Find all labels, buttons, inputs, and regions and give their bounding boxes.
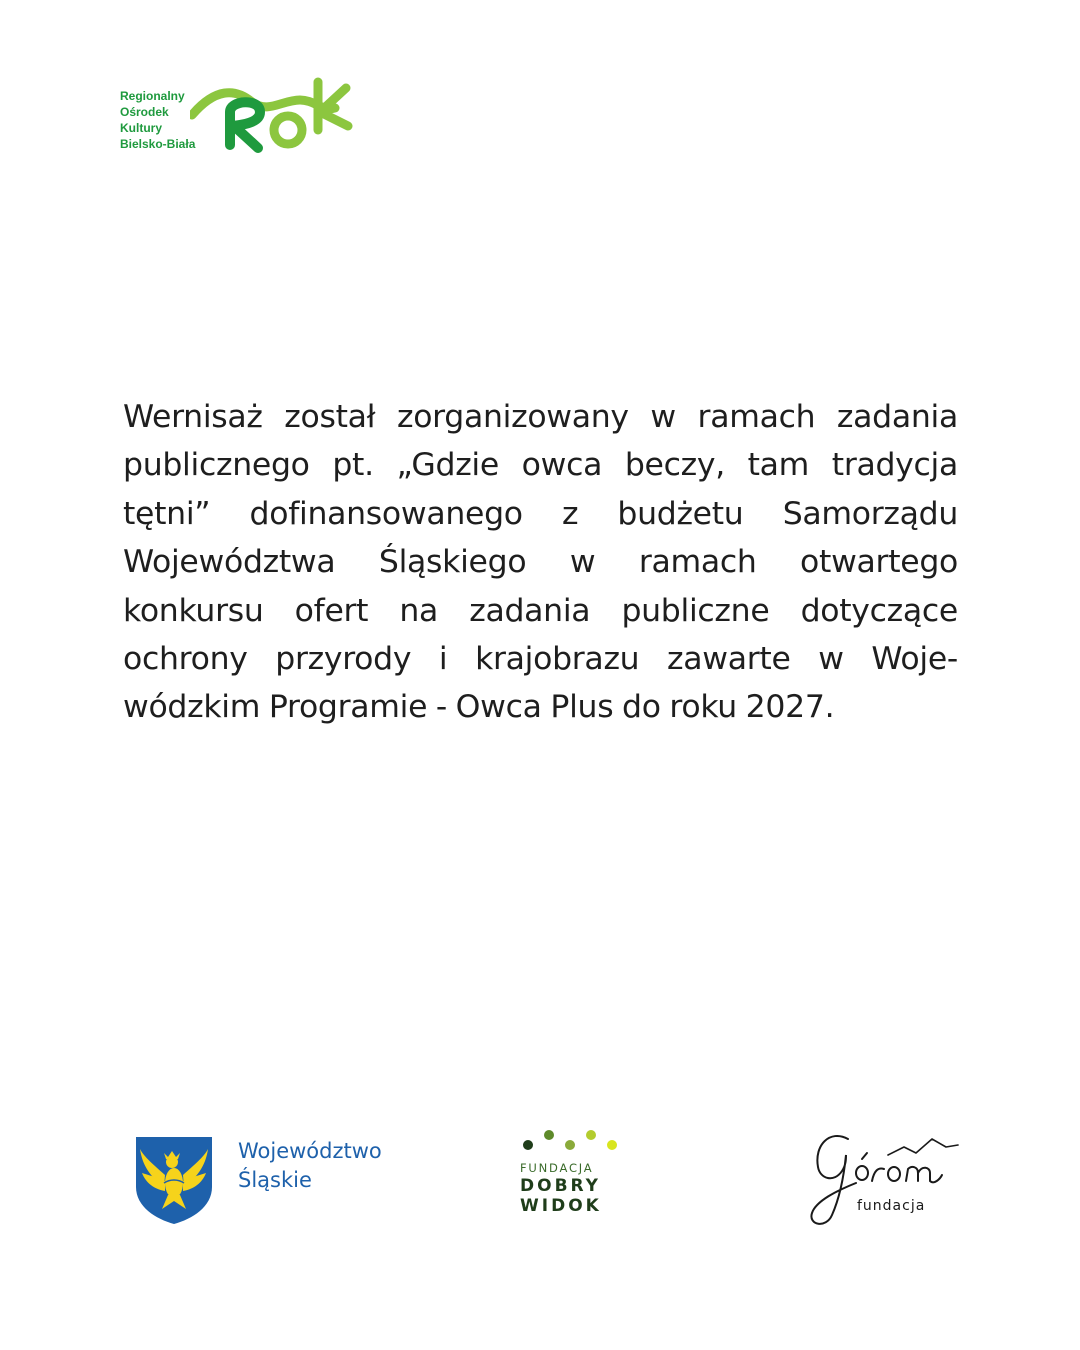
dobry-widok-line1: DOBRY <box>520 1176 601 1196</box>
rok-logo-line4: Bielsko-Biała <box>120 137 196 151</box>
rok-logo-line2: Ośrodek <box>120 105 169 119</box>
slaskie-line2: Śląskie <box>238 1168 312 1192</box>
rok-logo-mark <box>190 70 370 160</box>
gorom-signature-icon <box>800 1125 965 1235</box>
slaskie-words <box>238 1137 382 1195</box>
gorom-sub: fundacja <box>857 1198 926 1214</box>
rok-logo-line3: Kultury <box>120 121 162 135</box>
gorom-logo <box>800 1125 965 1235</box>
main-paragraph: Wernisaż został zorganizowany w ramach zadania publicznego pt. „Gdzie owca beczy, tam tradycja tętni” dofinansowanego z budżetu Samorządu Województwa Śląskiego w ramach otwartego konkursu ofert na zadania publiczne dotyczące ochrony przyrody i krajobrazu zawarte w Woje-wódzkim Programie - Owca Plus do roku 2027. <box>123 399 958 726</box>
dobry-widok-name <box>520 1176 602 1216</box>
dots-icon <box>518 1128 623 1156</box>
dobry-widok-line2: WIDOK <box>520 1196 602 1216</box>
eagle-crest-icon <box>134 1135 214 1225</box>
rok-logo-line1: Regionalny <box>120 89 185 103</box>
dobry-widok-small: FUNDACJA <box>520 1161 594 1175</box>
dobry-widok-logo <box>518 1128 628 1220</box>
slaskie-logo <box>134 1135 414 1227</box>
rok-logo <box>120 70 370 160</box>
rok-logo-words <box>120 88 195 152</box>
slaskie-line1: Województwo <box>238 1139 382 1163</box>
